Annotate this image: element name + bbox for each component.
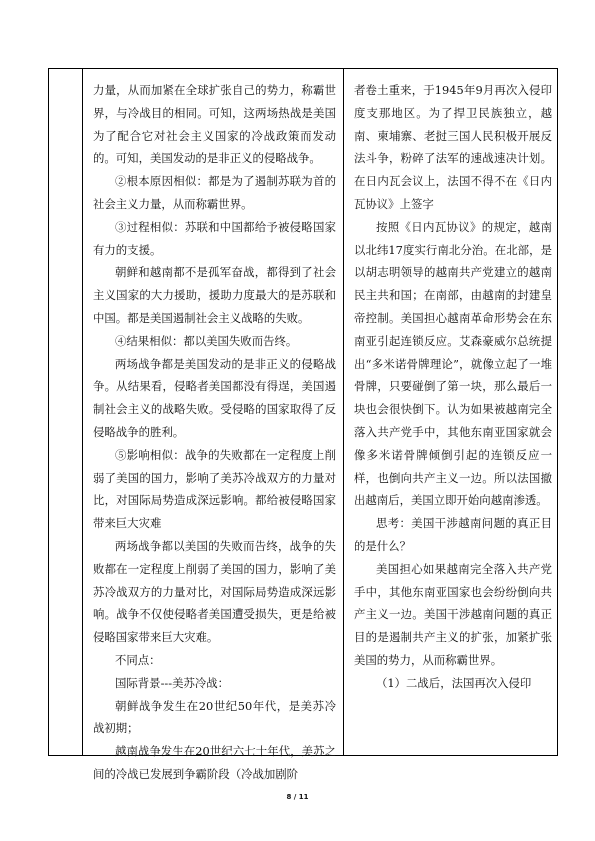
middle-paragraph: 朝鲜战争发生在20世纪50年代，是美苏冷战初期； bbox=[93, 698, 336, 736]
middle-paragraph: ⑤影响相似：战争的失败都在一定程度上削弱了美国的国力，影响了美苏冷战双方的力量对比，对国际局势造成深远影响。都给被侵略国家带来巨大灾难 bbox=[93, 447, 336, 531]
column-divider-left bbox=[82, 69, 83, 755]
middle-paragraph: 两场战争都是美国发动的是非正义的侵略战争。从结果看，侵略者美国都没有得逞，美国遏制社会主义的战略失败。受侵略的国家取得了反侵略战争的胜利。 bbox=[93, 356, 336, 439]
page-number: 8 / 11 bbox=[286, 793, 309, 801]
right-paragraph: 美国担心如果越南完全落入共产党手中，其他东南亚国家也会纷纷倒向共产主义一边。美国干涉越南问题的真正目的是遏制共产主义的扩张，加紧扩张美国的势力，从而称霸世界。 bbox=[354, 561, 552, 667]
middle-paragraph: 越南战争发生在20世纪六七十年代，美苏之间的冷战已发展到争霸阶段（冷战加剧阶 bbox=[93, 744, 336, 781]
lesson-table bbox=[48, 68, 558, 781]
middle-paragraph: 朝鲜和越南都不是孤军奋战，都得到了社会主义国家的大力援助，援助力度最大的是苏联和中国。都是美国遏制社会主义战略的失败。 bbox=[93, 265, 336, 325]
middle-paragraph: 两场战争都以美国的失败而告终，战争的失败都在一定程度上削弱了美国的国力，影响了美苏冷战双方的力量对比，对国际局势造成深远影响。战争不仅使侵略者美国遭受损失，更是给被侵略国家带来巨大灾难。 bbox=[93, 538, 336, 645]
column-divider-right bbox=[343, 69, 344, 755]
middle-paragraph: 力量，从而加紧在全球扩张自己的势力，称霸世界，与冷战目的相同。可知，这两场热战是美国为了配合它对社会主义国家的冷战政策而发动的。可知，美国发动的是非正义的侵略战争。 bbox=[93, 83, 336, 166]
background-column bbox=[354, 79, 552, 695]
middle-paragraph: ④结果相似：都以美国失败而告终。 bbox=[115, 333, 298, 348]
right-paragraph: 者卷土重来，于1945年9月再次入侵印度支那地区。为了捍卫民族独立，越南、柬埔寨、老挝三国人民积极开展反法斗争，粉碎了法军的速战速决计划。在日内瓦会议上，法国不得不在《日内瓦协议》上签字 bbox=[354, 83, 552, 211]
right-paragraph: 思考：美国干涉越南问题的真正目的是什么？ bbox=[354, 516, 552, 553]
right-paragraph: 按照《日内瓦协议》的规定，越南以北纬17度实行南北分治。在北部，是以胡志明领导的越南共产党建立的越南民主共和国；在南部，由越南的封建皇帝控制。美国担心越南革命形势会在东南亚引起连锁反应。艾森豪威尔总统提出“多米诺骨牌理论”，就像立起了一堆骨牌，只要碰倒了第一块，那么最后一块也会很快倒下。认为如果被越南完全落入共产党手中，其他东南亚国家就会像多米诺骨牌倾倒引起的连锁反应一样，也倒向共产主义一边。所以法国撤出越南后，美国立即开始向越南渗透。 bbox=[354, 219, 552, 508]
middle-paragraph: ②根本原因相似：都是为了遏制苏联为首的社会主义力量，从而称霸世界。 bbox=[93, 174, 336, 211]
right-paragraph: （1）二战后，法国再次入侵印 bbox=[376, 675, 532, 690]
middle-paragraph: ③过程相似：苏联和中国都给予被侵略国家有力的支援。 bbox=[93, 219, 336, 257]
analysis-column bbox=[93, 79, 336, 786]
middle-paragraph: 国际背景---美苏冷战： bbox=[115, 675, 230, 690]
middle-paragraph: 不同点： bbox=[115, 652, 161, 667]
